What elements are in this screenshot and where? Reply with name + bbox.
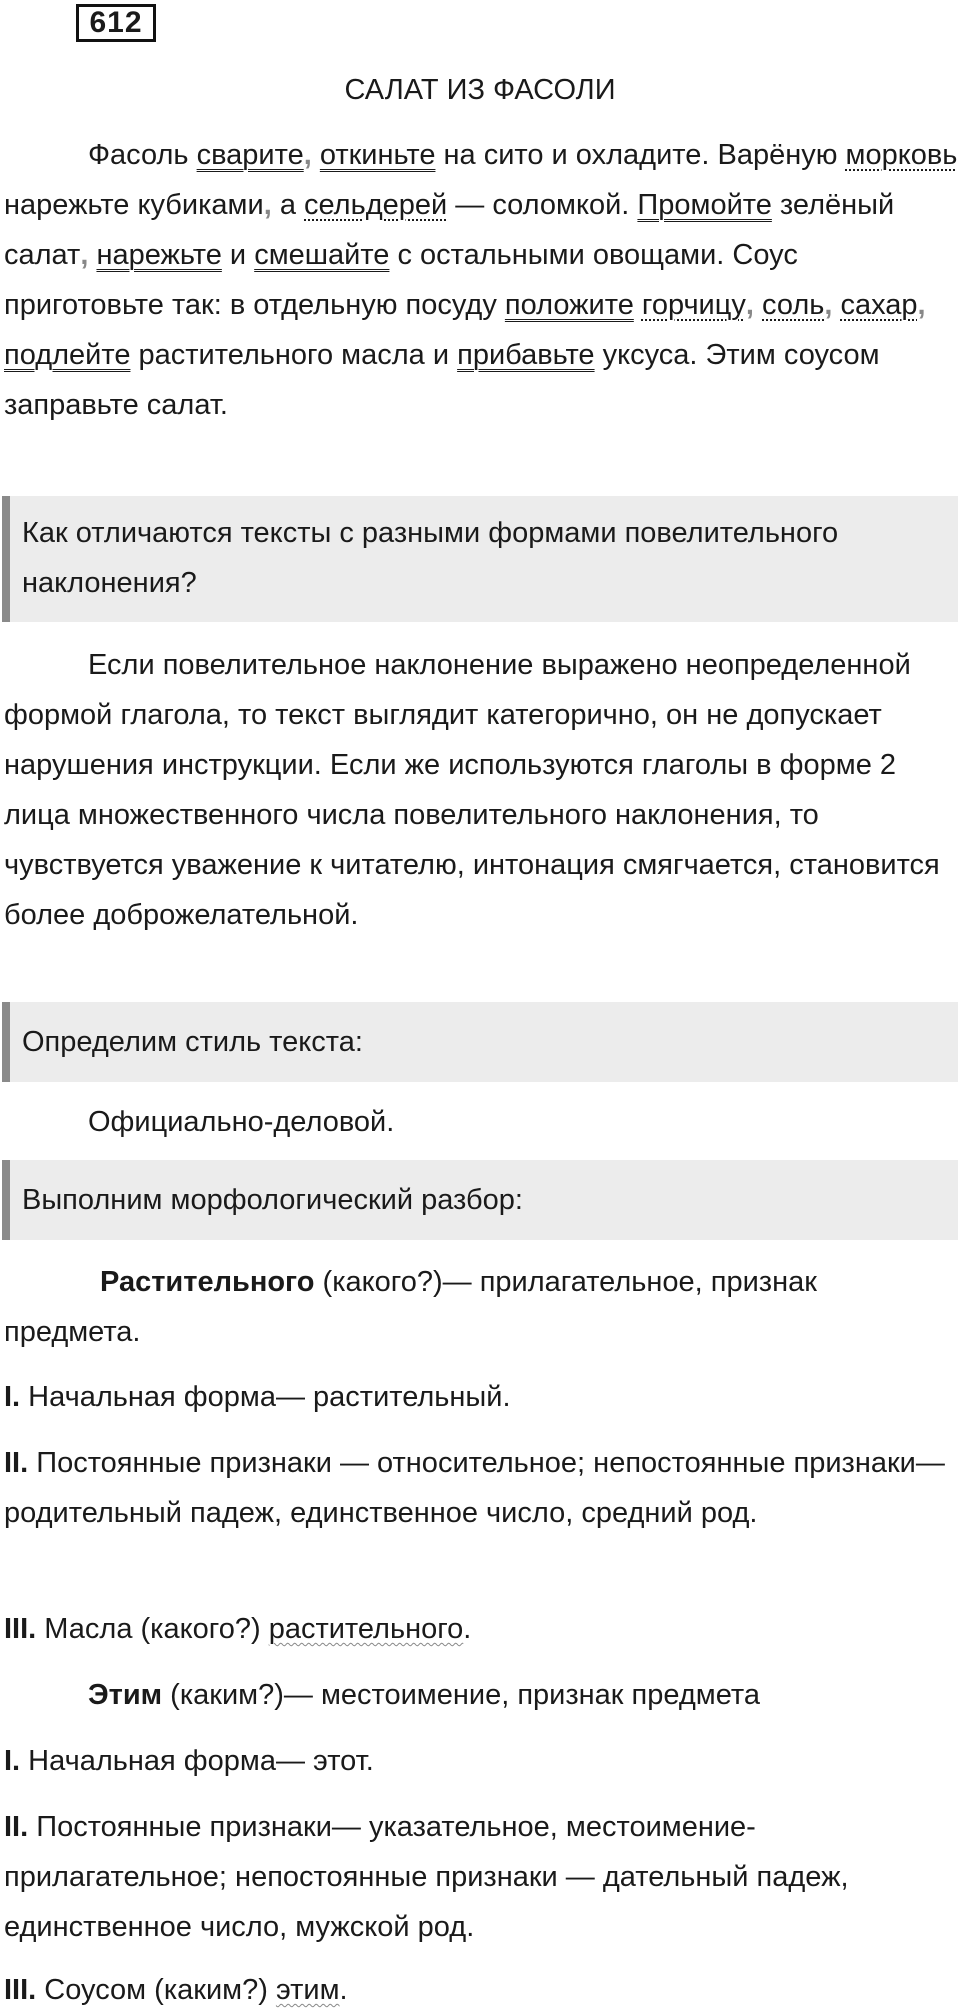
underlined-verb: смешайте <box>254 239 390 271</box>
parse-text: Постоянные признаки — относительное; непостоянные признаки— родительный падеж, единственное число, средний род. <box>4 1447 945 1529</box>
recipe-text: и <box>221 239 255 271</box>
parse-heading <box>4 1257 960 1357</box>
parse-item <box>4 1965 960 2015</box>
parse-text: . <box>463 1613 472 1645</box>
roman-numeral: I. <box>4 1745 21 1777</box>
question-box: Выполним морфологический разбор: <box>2 1160 958 1240</box>
question-box: Как отличаются тексты с разными формами повелительного наклонения? <box>2 496 958 622</box>
underlined-noun: соль <box>762 289 825 321</box>
recipe-text <box>754 289 762 321</box>
recipe-text: — соломкой. <box>447 189 638 221</box>
underlined-verb: откиньте <box>319 139 436 171</box>
parse-item <box>4 1604 960 1654</box>
roman-numeral: II. <box>4 1447 29 1479</box>
comma-mark: , <box>824 289 833 321</box>
recipe-text: с остальными овощами. Соус приготовьте так: в отдельную посуду <box>4 239 798 321</box>
parse-text: Начальная форма— растительный. <box>20 1381 511 1413</box>
parsed-word: Этим <box>88 1679 163 1711</box>
parse-text: Соусом (каким?) <box>36 1974 276 2006</box>
roman-numeral: III. <box>4 1974 37 2006</box>
parse-item <box>4 1802 960 1952</box>
recipe-text: Фасоль <box>88 139 197 171</box>
parse-description: (каким?)— местоимение, признак предмета <box>162 1679 760 1711</box>
comma-mark: , <box>917 289 926 321</box>
parse-item <box>4 1372 960 1422</box>
parse-item <box>4 1438 960 1538</box>
recipe-text <box>634 289 642 321</box>
parse-text: Масла (какого?) <box>36 1613 269 1645</box>
underlined-verb: сварите <box>196 139 304 171</box>
underlined-noun: сахар <box>840 289 918 321</box>
parse-text: Начальная форма— этот. <box>20 1745 374 1777</box>
underlined-verb: Промойте <box>637 189 772 221</box>
roman-numeral: III. <box>4 1613 37 1645</box>
underlined-noun: морковь <box>845 139 958 171</box>
recipe-text: нарежьте кубиками <box>4 189 264 221</box>
underlined-verb: нарежьте <box>96 239 222 271</box>
parse-text: Постоянные признаки— указательное, местоимение-прилагательное; непостоянные признаки — дательный падеж, единственное число, мужской род. <box>4 1811 849 1943</box>
comma-mark: , <box>745 289 754 321</box>
recipe-text: а <box>271 189 305 221</box>
answer-paragraph: Если повелительное наклонение выражено неопределенной формой глагола, то текст выглядит категорично, он не допускает нарушения инструкции. Если же используются глаголы в форме 2 лица множественного числа повелительного наклонения, то чувствуется уважение к читателю, интонация смягчается, становится более доброжелательной. <box>4 649 940 931</box>
wavy-underlined-word: растительного <box>268 1613 464 1645</box>
underlined-noun: сельдерей <box>304 189 448 221</box>
comma-mark: , <box>80 239 89 271</box>
parse-item <box>4 1736 960 1786</box>
underlined-verb: прибавьте <box>457 339 595 371</box>
recipe-text: зелёный салат <box>4 189 895 271</box>
recipe-text: уксуса. Этим соусом заправьте салат. <box>4 339 880 421</box>
underlined-verb: положите <box>504 289 634 321</box>
parsed-word: Растительного <box>100 1266 315 1298</box>
parse-text: . <box>339 1974 348 2006</box>
comma-mark: , <box>303 139 312 171</box>
question-box: Определим стиль текста: <box>2 1002 958 1082</box>
roman-numeral: I. <box>4 1381 21 1413</box>
text-title: САЛАТ ИЗ ФАСОЛИ <box>344 74 616 106</box>
task-number: 612 <box>76 4 156 42</box>
recipe-text: растительного масла и <box>130 339 458 371</box>
recipe-text: на сито и охладите. Варёную <box>435 139 846 171</box>
underlined-verb: подлейте <box>4 339 131 371</box>
style-answer: Официально-деловой. <box>88 1106 395 1138</box>
recipe-paragraph <box>4 130 960 430</box>
parse-description: (какого?)— прилагательное, признак предмета. <box>4 1266 817 1348</box>
underlined-noun: горчицу <box>641 289 746 321</box>
wavy-underlined-word: этим <box>275 1974 340 2006</box>
roman-numeral: II. <box>4 1811 29 1843</box>
comma-mark: , <box>263 189 272 221</box>
parse-heading <box>4 1670 960 1720</box>
